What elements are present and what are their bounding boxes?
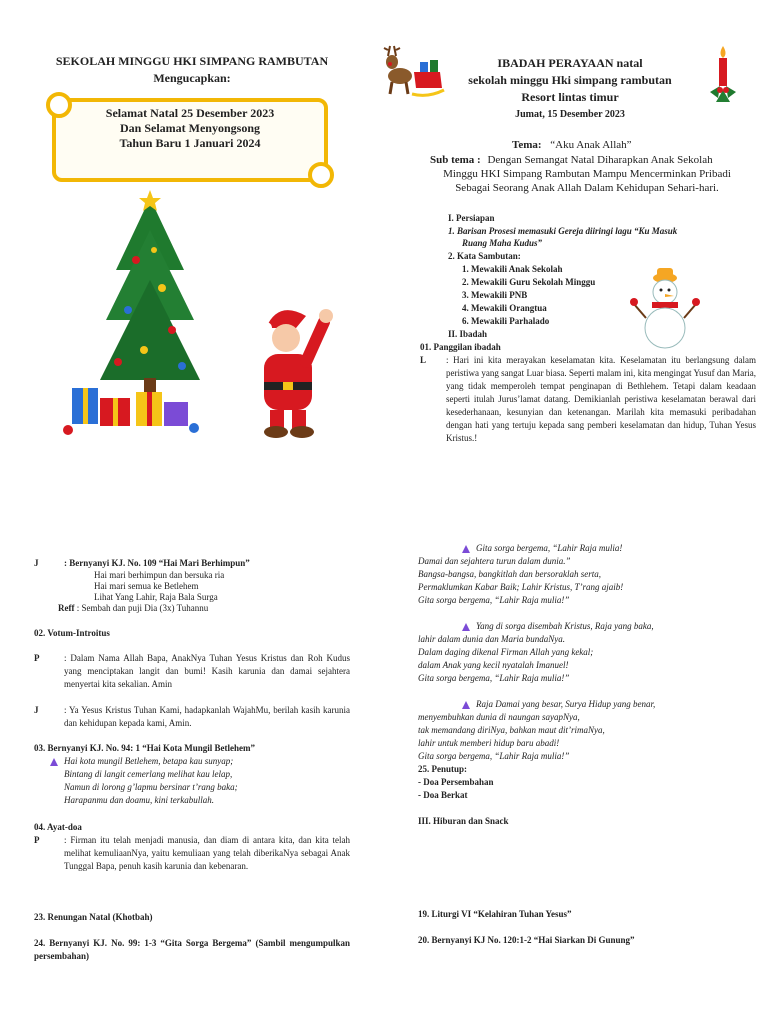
greeting-text: Mengucapkan: (153, 71, 231, 85)
event-title-line-1: IBADAH PERAYAAN natal (497, 56, 643, 70)
song-kj-109-line-2: Hai mari semua ke Betlehem (94, 581, 199, 591)
verse2-line-4: dalam Anak yang kecil nyatalah Imanuel! (418, 660, 569, 670)
item-barisan-prosesi: 1. Barisan Prosesi memasuki Gereja diiringi lagu “Ku Masuk (448, 226, 678, 236)
votum-heading: 02. Votum-Introitus (34, 628, 110, 638)
wish-line-3: Tahun Baru 1 Januari 2024 (119, 136, 261, 150)
doa-persembahan: - Doa Persembahan (418, 777, 494, 787)
verse3-line-5: Gita sorga bergema, “Lahir Raja mulia!” (418, 751, 570, 761)
panggilan-ibadah-text: : Hari ini kita merayakan keselamatan kita. Keselamatan itu berlangsung dalam peristiwa yang sangat Luar biasa. Seperti malam ini, kita mengingat Yusuf dan Maria, yang tidak memperoleh tempat penginapan di Bethlehem. Tetapi dalam keadaan seperti itulah Jurus’lamat datang. Demikianlah peristiwa keselamatan berawal dari kesederhanaan, kesunyian dan ketenangan. Marilah kita memasuki peribadahan dengan hati yang tertuju kepada sang pemberi keselamatan dan hidup, Tuhan Yesus Kristus.! (446, 355, 756, 443)
event-date: Jumat, 15 Desember 2023 (515, 109, 625, 120)
speaker-4: 4. Mewakili Orangtua (462, 303, 547, 313)
verse3-line-4: lahir untuk memberi hidup baru abadi! (418, 738, 560, 748)
speaker-3: 3. Mewakili PNB (462, 290, 528, 300)
song-kj-109: : Bernyanyi KJ. No. 109 “Hai Mari Berhimpun” (64, 558, 250, 568)
candle-holly-icon (706, 44, 740, 108)
reff-label: Reff (58, 603, 75, 613)
item-kj-99: 24. Bernyanyi KJ. No. 99: 1-3 “Gita Sorga Bergema” (Sambil mengumpulkan persembahan) (34, 938, 350, 961)
liturgist-label: L (420, 355, 427, 365)
verse1-line-5: Gita sorga bergema, “Lahir Raja mulia!” (418, 595, 570, 605)
verse2-line-1-row (462, 620, 654, 633)
song-kj-94-line-1: Hai kota mungil Betlehem, betapa kau sunyap; (64, 756, 234, 766)
reff-line (58, 602, 208, 615)
subtheme-text-1: Dengan Semangat Natal Diharapkan Anak Sekolah (487, 154, 713, 166)
verse3-line-3: tak memandang diriNya, bahkan maut dit’rimaNya, (418, 725, 605, 735)
verse1-line-1: Gita sorga bergema, “Lahir Raja mulia! (476, 543, 623, 553)
bullet-icon (50, 758, 58, 766)
song-kj-94-line-2: Bintang di langit cemerlang melihat kau lelap, (64, 769, 233, 779)
song-kj-94-line-1-row (50, 755, 233, 768)
speaker-1: 1. Mewakili Anak Sekolah (462, 264, 563, 274)
jemaat-response-text: : Ya Yesus Kristus Tuhan Kami, hadapkanlah WajahMu, berilah kasih karunia dan kehidupan kepada kami, Amin. (64, 705, 350, 728)
ayat-doa-heading: 04. Ayat-doa (34, 822, 82, 832)
p-label-2: P (34, 835, 40, 845)
snowman-icon (630, 268, 700, 354)
theme-value: “Aku Anak Allah” (550, 139, 632, 151)
song-kj-109-line-3: Lihat Yang Lahir, Raja Bala Surga (94, 592, 218, 602)
subtheme-text-3: Sebagai Seorang Anak Allah Dalam Kehidupan Sehari-hari. (455, 182, 719, 194)
j-label-1: J (34, 558, 39, 568)
item-barisan-prosesi-cont: Ruang Maha Kudus” (462, 238, 543, 248)
item-kj-120: 20. Bernyanyi KJ No. 120:1-2 “Hai Siarkan Di Gunung” (418, 935, 635, 945)
theme-label: Tema: (512, 139, 542, 151)
event-title-line-2: sekolah minggu Hki simpang rambutan (468, 73, 672, 87)
event-title-line-3: Resort lintas timur (521, 90, 619, 104)
verse2-line-2: lahir dalam dunia dan Maria bundaNya. (418, 634, 566, 644)
item-renungan: 23. Renungan Natal (Khotbah) (34, 912, 153, 922)
ayat-doa-text: : Firman itu telah menjadi manusia, dan diam di antara kita, dan kita telah melihat kemuliaanNya, yaitu kemuliaan yang telah diberikaNya sebagai Anak Tunggal Bapa, penuh kasih karunia dan kebenaran. (64, 835, 350, 871)
hiburan-heading: III. Hiburan dan Snack (418, 816, 509, 826)
reff-text: : Sembah dan puji Dia (3x) Tuhannu (76, 603, 209, 613)
verse2-line-1: Yang di sorga disembah Kristus, Raja yang baka, (476, 621, 654, 631)
verse1-line-4: Permaklumkan Kabar Baik; Lahir Kristus, T’rang ajaib! (418, 582, 624, 592)
theme-line (512, 138, 632, 152)
verse3-line-1: Raja Damai yang besar, Surya Hidup yang benar, (476, 699, 656, 709)
section-ibadah: II. Ibadah (448, 329, 488, 339)
song-kj-94-line-3: Namun di lorong g’lapmu bersinar t’rang baka; (64, 782, 238, 792)
verse3-line-2: menyembuhkan dunia di naungan sayapNya, (418, 712, 580, 722)
verse1-line-1-row (462, 542, 622, 555)
santa-icon (248, 298, 338, 443)
wish-line-2: Dan Selamat Menyongsong (119, 121, 260, 135)
doa-berkat: - Doa Berkat (418, 790, 468, 800)
subtheme-label: Sub tema : (430, 154, 481, 166)
penutup-heading: 25. Penutup: (418, 764, 468, 774)
verse2-line-5: Gita sorga bergema, “Lahir Raja mulia!” (418, 673, 570, 683)
song-kj-94-line-4: Harapanmu dan doamu, kini terkabullah. (64, 795, 214, 805)
song-kj-109-line-1: Hai mari berhimpun dan bersuka ria (94, 570, 225, 580)
bullet-icon (462, 701, 470, 709)
bullet-icon (462, 623, 470, 631)
p-label-1: P (34, 653, 40, 663)
verse3-line-1-row (462, 698, 655, 711)
subtheme-text-2: Minggu HKI Simpang Rambutan Mampu Mencerminkan Pribadi (443, 168, 731, 180)
speaker-2: 2. Mewakili Guru Sekolah Minggu (462, 277, 596, 287)
song-kj-94: 03. Bernyanyi KJ. No. 94: 1 “Hai Kota Mungil Betlehem” (34, 743, 255, 753)
subtheme-line-1 (430, 153, 750, 167)
bullet-icon (462, 545, 470, 553)
christmas-tree-icon (62, 190, 202, 440)
votum-text: : Dalam Nama Allah Bapa, AnakNya Tuhan Yesus Kristus dan Roh Kudus yang menciptakan langit dan bumi! Kasih karunia dan damai sejahtera menyertai kita sekalian. Amin (64, 653, 350, 689)
section-persiapan: I. Persiapan (448, 213, 495, 223)
j-label-2: J (34, 705, 39, 715)
verse1-line-3: Bangsa-bangsa, bangkitlah dan bersoraklah serta, (418, 569, 601, 579)
wish-line-1: Selamat Natal 25 Desember 2023 (105, 106, 275, 120)
panggilan-ibadah-heading: 01. Panggilan ibadah (420, 342, 501, 352)
reindeer-sleigh-icon (380, 42, 446, 102)
speaker-5: 6. Mewakili Parhalado (462, 316, 550, 326)
school-title: SEKOLAH MINGGU HKI SIMPANG RAMBUTAN (55, 54, 329, 68)
verse1-line-2: Damai dan sejahtera turun dalam dunia.” (418, 556, 571, 566)
item-kata-sambutan: 2. Kata Sambutan: (448, 251, 521, 261)
verse2-line-3: Dalam daging dikenal Firman Allah yang kekal; (418, 647, 594, 657)
item-liturgi-vi: 19. Liturgi VI “Kelahiran Tuhan Yesus” (418, 909, 572, 919)
